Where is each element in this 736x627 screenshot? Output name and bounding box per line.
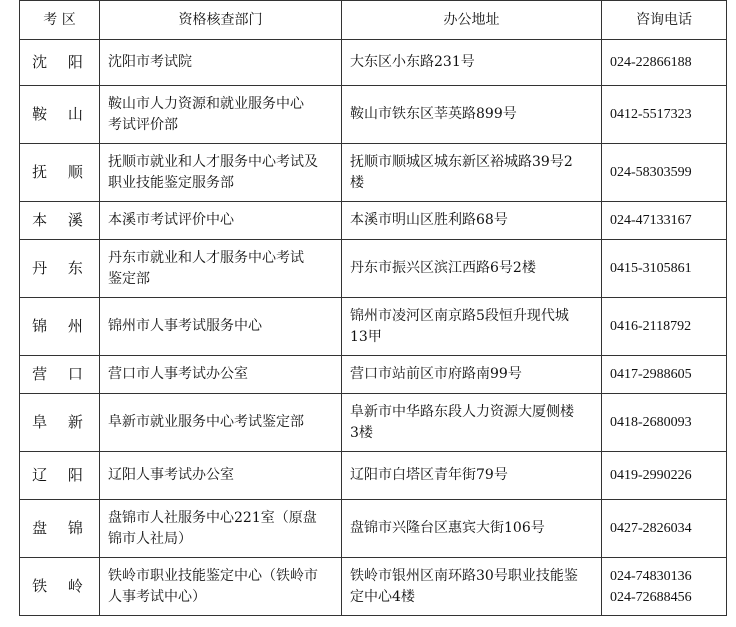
address-cell-line: 抚顺市顺城区城东新区裕城路39号2 bbox=[350, 153, 573, 170]
dept-cell-line: 鞍山市人力资源和就业服务中心 bbox=[108, 95, 304, 112]
dept-cell-line: 沈阳市考试院 bbox=[108, 54, 192, 70]
phone-cell-line: 0419-2990226 bbox=[610, 468, 692, 483]
dept-cell bbox=[100, 86, 342, 144]
address-cell-line: 铁岭市银州区南环路30号职业技能鉴 bbox=[350, 567, 578, 584]
region-cell: 营 口 bbox=[20, 356, 100, 394]
dept-cell bbox=[100, 202, 342, 240]
phone-cell-line: 0427-2826034 bbox=[610, 521, 692, 536]
header-dept: 资格核查部门 bbox=[100, 1, 342, 40]
phone-cell-line: 0415-3105861 bbox=[610, 261, 692, 276]
region-cell: 辽 阳 bbox=[20, 452, 100, 500]
phone-cell-line: 0416-2118792 bbox=[610, 319, 692, 334]
address-cell bbox=[342, 144, 602, 202]
dept-cell-line: 鉴定部 bbox=[108, 270, 150, 287]
table-row bbox=[20, 202, 727, 240]
dept-cell-line: 阜新市就业服务中心考试鉴定部 bbox=[108, 414, 304, 430]
phone-cell-line: 0418-2680093 bbox=[610, 415, 692, 430]
phone-cell bbox=[602, 558, 727, 616]
region-cell: 锦 州 bbox=[20, 298, 100, 356]
dept-cell bbox=[100, 144, 342, 202]
phone-cell bbox=[602, 356, 727, 394]
address-cell-line: 阜新市中华路东段人力资源大厦侧楼 bbox=[350, 403, 574, 420]
address-cell-line: 13甲 bbox=[350, 328, 382, 345]
phone-cell bbox=[602, 144, 727, 202]
table-row bbox=[20, 356, 727, 394]
table-row bbox=[20, 298, 727, 356]
dept-cell bbox=[100, 356, 342, 394]
address-cell bbox=[342, 558, 602, 616]
table-row bbox=[20, 240, 727, 298]
dept-cell bbox=[100, 298, 342, 356]
dept-cell-line: 辽阳人事考试办公室 bbox=[108, 467, 234, 483]
table-row bbox=[20, 452, 727, 500]
dept-cell-line: 营口市人事考试办公室 bbox=[108, 366, 248, 382]
dept-cell bbox=[100, 240, 342, 298]
phone-cell bbox=[602, 86, 727, 144]
dept-cell bbox=[100, 452, 342, 500]
address-cell-line: 鞍山市铁东区莘英路899号 bbox=[350, 106, 517, 122]
phone-cell-line: 024-72688456 bbox=[610, 589, 692, 605]
phone-cell-line: 0412-5517323 bbox=[610, 107, 692, 122]
dept-cell-line: 丹东市就业和人才服务中心考试 bbox=[108, 249, 304, 266]
dept-cell-line: 铁岭市职业技能鉴定中心（铁岭市 bbox=[108, 567, 318, 584]
address-cell bbox=[342, 298, 602, 356]
table-row bbox=[20, 86, 727, 144]
phone-cell-line: 024-58303599 bbox=[610, 165, 692, 180]
address-cell-line: 定中心4楼 bbox=[350, 588, 415, 605]
dept-cell-line: 考试评价部 bbox=[108, 116, 178, 133]
region-cell: 阜 新 bbox=[20, 394, 100, 452]
address-cell-line: 3楼 bbox=[350, 424, 373, 441]
dept-cell-line: 职业技能鉴定服务部 bbox=[108, 174, 234, 191]
dept-cell bbox=[100, 558, 342, 616]
region-cell: 丹 东 bbox=[20, 240, 100, 298]
address-cell-line: 大东区小东路231号 bbox=[350, 54, 475, 70]
phone-cell bbox=[602, 202, 727, 240]
dept-cell-line: 本溪市考试评价中心 bbox=[108, 212, 234, 228]
dept-cell bbox=[100, 40, 342, 86]
address-cell-line: 楼 bbox=[350, 174, 364, 191]
address-cell bbox=[342, 202, 602, 240]
address-cell-line: 本溪市明山区胜利路68号 bbox=[350, 212, 508, 228]
region-cell: 鞍 山 bbox=[20, 86, 100, 144]
phone-cell-line: 0417-2988605 bbox=[610, 367, 692, 382]
dept-cell-line: 锦州市人事考试服务中心 bbox=[108, 318, 262, 334]
table-row bbox=[20, 500, 727, 558]
phone-cell bbox=[602, 452, 727, 500]
address-cell-line: 丹东市振兴区滨江西路6号2楼 bbox=[350, 260, 536, 276]
phone-cell bbox=[602, 298, 727, 356]
region-cell: 铁 岭 bbox=[20, 558, 100, 616]
region-cell: 盘 锦 bbox=[20, 500, 100, 558]
dept-cell-line: 盘锦市人社服务中心221室（原盘 bbox=[108, 509, 317, 526]
phone-cell-line: 024-47133167 bbox=[610, 213, 692, 228]
header-region: 考 区 bbox=[20, 1, 100, 40]
table-row bbox=[20, 394, 727, 452]
phone-cell bbox=[602, 500, 727, 558]
region-cell: 抚 顺 bbox=[20, 144, 100, 202]
dept-cell-line: 锦市人社局） bbox=[108, 530, 192, 547]
phone-cell-line: 024-22866188 bbox=[610, 55, 692, 70]
phone-cell bbox=[602, 394, 727, 452]
address-cell bbox=[342, 452, 602, 500]
header-phone: 咨询电话 bbox=[602, 1, 727, 40]
dept-cell-line: 人事考试中心） bbox=[108, 588, 206, 605]
header-row bbox=[20, 1, 727, 40]
dept-cell bbox=[100, 394, 342, 452]
header-address: 办公地址 bbox=[342, 1, 602, 40]
exam-region-table bbox=[19, 0, 727, 616]
phone-cell bbox=[602, 240, 727, 298]
phone-cell-line: 024-74830136 bbox=[610, 568, 692, 584]
address-cell-line: 营口市站前区市府路南99号 bbox=[350, 366, 522, 382]
address-cell bbox=[342, 86, 602, 144]
table-row bbox=[20, 558, 727, 616]
address-cell-line: 辽阳市白塔区青年街79号 bbox=[350, 467, 508, 483]
dept-cell bbox=[100, 500, 342, 558]
address-cell bbox=[342, 40, 602, 86]
address-cell bbox=[342, 500, 602, 558]
table-row bbox=[20, 144, 727, 202]
dept-cell-line: 抚顺市就业和人才服务中心考试及 bbox=[108, 153, 318, 170]
region-cell: 沈 阳 bbox=[20, 40, 100, 86]
phone-cell bbox=[602, 40, 727, 86]
address-cell bbox=[342, 240, 602, 298]
address-cell bbox=[342, 394, 602, 452]
address-cell-line: 锦州市凌河区南京路5段恒升现代城 bbox=[350, 307, 569, 324]
address-cell bbox=[342, 356, 602, 394]
address-cell-line: 盘锦市兴隆台区惠宾大街106号 bbox=[350, 520, 545, 536]
region-cell: 本 溪 bbox=[20, 202, 100, 240]
table-row bbox=[20, 40, 727, 86]
